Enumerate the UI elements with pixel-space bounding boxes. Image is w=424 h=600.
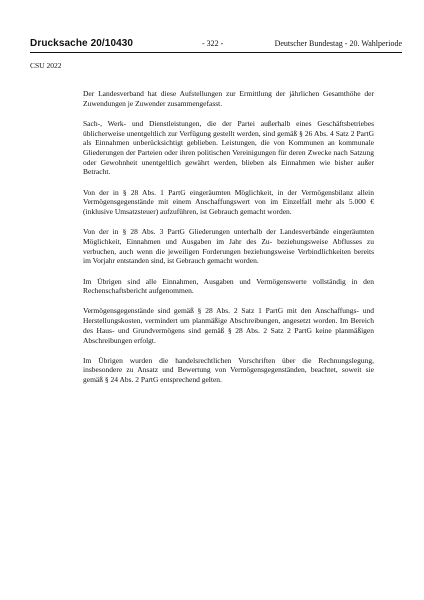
page-header — [30, 38, 402, 52]
body-text — [83, 89, 374, 395]
publisher-label: Deutscher Bundestag - 20. Wahlperiode — [274, 39, 402, 48]
paragraph: Von der in § 28 Abs. 1 PartG eingeräumten Möglichkeit, in der Vermögensbilanz allein Vermögensgegenstände mit einem Anschaffungswert von im Einzelfall mehr als 5.000 € (inklusive Umsatzsteuer) aufzuführen, ist Gebrauch gemacht worden. — [83, 187, 374, 217]
section-label: CSU 2022 — [30, 61, 62, 70]
document-id: 10430 — [104, 38, 134, 49]
paragraph: Der Landesverband hat diese Aufstellungen zur Ermittlung der jährlichen Gesamthöhe der Zuwendungen je Zuwender zusammengefasst. — [83, 89, 374, 108]
paragraph: Im Übrigen sind alle Einnahmen, Ausgaben und Vermögenswerte vollständig in den Rechenschaftsbericht aufgenommen. — [83, 276, 374, 296]
paragraph: Sach-, Werk- und Dienstleistungen, die der Partei außerhalb eines Geschäftsbetriebes üblicherweise unentgeltlich zur Verfügung gestellt werden, sind gemäß § 26 Abs. 4 Satz 2 PartG als Einnahmen unberücksichtigt geblieben. Leistungen, die von Kommunen an kommunale Gliederungen der Parteien oder ihren politischen Vereinigungen für deren Zwecke nach Satzung oder Gewohnheit unentgeltlich gewährt werden, blieben als Einnahmen wie bisher außer Betracht. — [83, 118, 374, 177]
paragraph: Vermögensgegenstände sind gemäß § 28 Abs. 2 Satz 1 PartG mit den Anschaffungs- und Herstellungskosten, vermindert um planmäßige Abschreibungen, angesetzt worden. Im Bereich des Haus- und Grundvermögens sind gemäß § 28 Abs. 2 Satz 2 PartG keine planmäßigen Abschreibungen erfolgt. — [83, 306, 374, 345]
paragraph: Von der in § 28 Abs. 3 PartG Gliederungen unterhalb der Landesverbände eingeräumten Möglichkeit, Einnahmen und Ausgaben im Jahr des Zu- beziehungsweise Abflusses zu verbuchen, auch wenn die jeweiligen Forderungen beziehungsweise Verbindlichkeiten bereits im Vorjahr entstanden sind, ist Gebrauch gemacht worden. — [83, 227, 374, 266]
page-number: - 322 - — [202, 39, 224, 48]
document-prefix: Drucksache 20/ — [30, 38, 105, 49]
document-number — [30, 38, 133, 49]
paragraph: Im Übrigen wurden die handelsrechtlichen Vorschriften über die Rechnungslegung, insbesondere zu Ansatz und Bewertung von Vermögensgegenständen, beachtet, soweit sie gemäß § 24 Abs. 2 PartG entsprechend gelten. — [83, 355, 374, 385]
header-rule — [30, 52, 402, 53]
